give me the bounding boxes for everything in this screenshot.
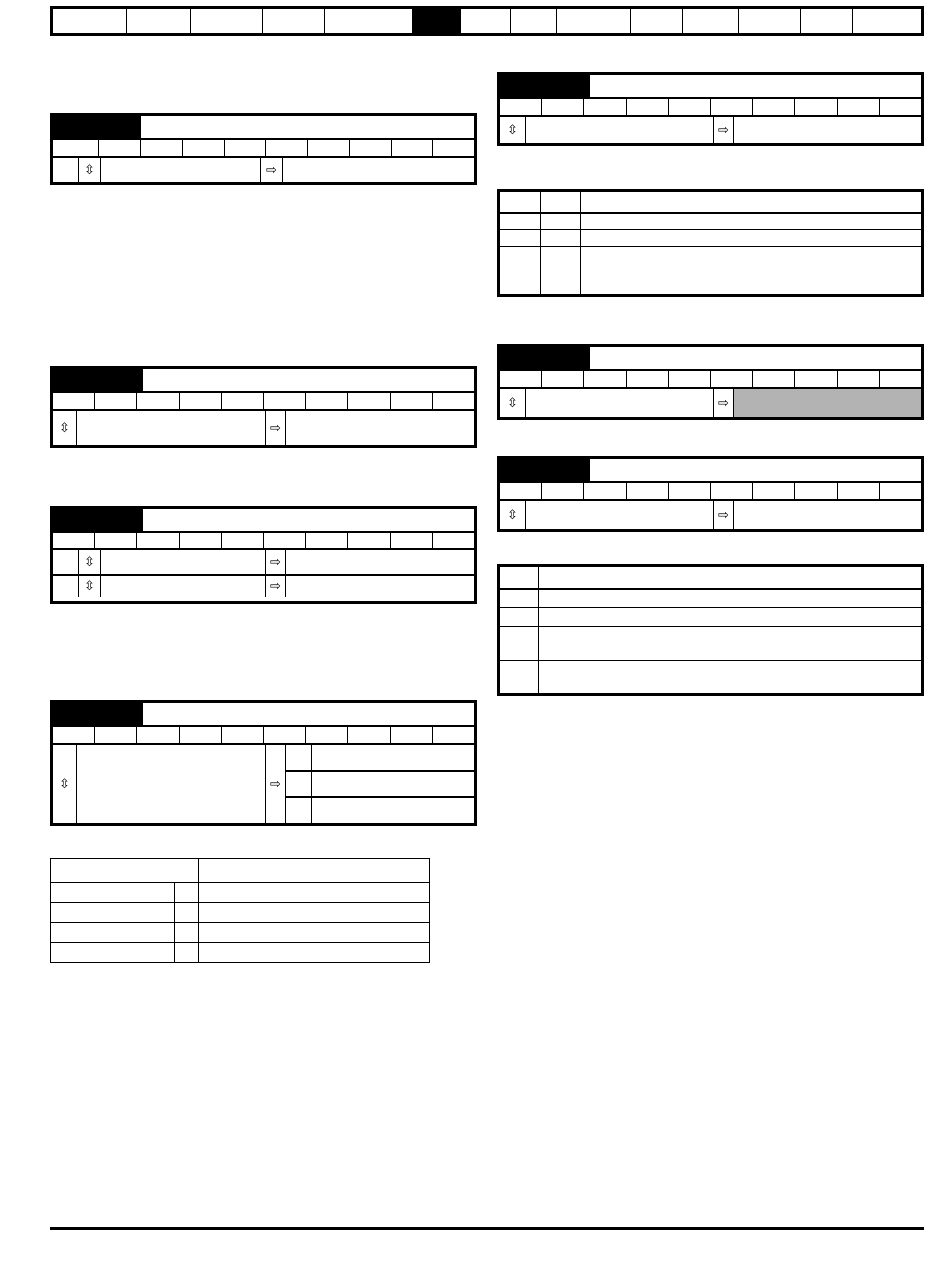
bit-column-cell	[795, 99, 837, 115]
parameter-title-header	[590, 347, 921, 369]
bit-column-cell	[711, 483, 753, 499]
up-down-arrow-icon: ⇳	[507, 507, 518, 523]
range-cell	[53, 411, 77, 445]
bit-column-cell	[669, 99, 711, 115]
bit-column-cell	[264, 533, 306, 548]
parameter-box	[497, 344, 924, 420]
table-cell	[539, 661, 923, 695]
nav-tab[interactable]	[127, 9, 191, 33]
bit-column-cell	[306, 727, 348, 743]
right-arrow-icon: ⇨	[270, 554, 281, 570]
value-table	[497, 189, 924, 297]
table-cell	[499, 608, 539, 627]
bit-column-cell	[753, 99, 795, 115]
bit-column-cell	[266, 140, 308, 156]
default-cell	[714, 389, 734, 417]
range-value	[101, 158, 261, 182]
bit-column-cell	[183, 140, 225, 156]
range-cell	[79, 576, 101, 597]
default-cell	[266, 550, 286, 574]
bit-column-cell	[348, 727, 390, 743]
range-value	[101, 550, 266, 574]
bit-column-cell	[627, 483, 669, 499]
bit-column-cell	[225, 140, 267, 156]
table-cell	[175, 943, 199, 963]
up-down-arrow-icon: ⇳	[507, 122, 518, 138]
table-cell	[51, 923, 175, 943]
table-cell	[581, 191, 923, 213]
table-cell	[499, 230, 541, 247]
bit-column-cell	[711, 371, 753, 387]
bit-column-cell	[53, 533, 95, 548]
top-navigation-tabs	[50, 6, 924, 36]
index-cell	[53, 158, 79, 182]
range-cell	[500, 501, 526, 529]
default-value	[734, 117, 921, 143]
up-down-arrow-icon: ⇳	[59, 776, 70, 792]
bit-column-cell	[53, 393, 95, 409]
table-cell	[541, 247, 581, 296]
bit-column-cell	[711, 99, 753, 115]
bit-column-cell	[95, 393, 137, 409]
bit-column-cell	[880, 483, 921, 499]
range-cell	[79, 158, 101, 182]
bit-column-cell	[500, 371, 542, 387]
bit-column-cell	[95, 533, 137, 548]
nav-tab[interactable]	[801, 9, 853, 33]
bit-column-cell	[391, 393, 433, 409]
range-cell	[500, 389, 526, 417]
table-cell	[199, 859, 430, 883]
right-arrow-icon: ⇨	[718, 395, 729, 411]
parameter-number-header	[500, 75, 590, 97]
table-cell	[499, 566, 539, 589]
default-cell	[714, 117, 734, 143]
table-cell	[499, 213, 541, 230]
range-value	[526, 117, 714, 143]
bit-column-cell	[141, 140, 183, 156]
index-cell	[53, 550, 79, 574]
bit-column-cell	[391, 533, 433, 548]
table-cell	[51, 883, 175, 903]
nav-tab[interactable]	[191, 9, 263, 33]
range-value	[526, 501, 714, 529]
table-cell	[199, 943, 430, 963]
parameter-box	[50, 113, 477, 185]
nav-tab[interactable]	[683, 9, 739, 33]
bit-column-cell	[180, 533, 222, 548]
parameter-number-header	[500, 347, 590, 369]
up-down-arrow-icon: ⇳	[84, 554, 95, 570]
default-value	[286, 576, 474, 597]
parameter-box	[497, 456, 924, 532]
up-down-arrow-icon: ⇳	[59, 420, 70, 436]
up-down-arrow-icon: ⇳	[84, 579, 95, 594]
bit-column-cell	[348, 393, 390, 409]
default-value-list	[286, 745, 474, 823]
right-arrow-icon: ⇨	[266, 162, 277, 178]
range-cell	[500, 117, 526, 143]
table-cell	[51, 859, 199, 883]
bit-column-cell	[53, 727, 95, 743]
bit-column-cell	[838, 483, 880, 499]
bit-column-cell	[584, 371, 626, 387]
bit-column-cell	[308, 140, 350, 156]
table-cell	[199, 923, 430, 943]
right-arrow-icon: ⇨	[270, 579, 281, 594]
range-value	[526, 389, 714, 417]
parameter-title-header	[143, 509, 474, 531]
bit-column-cell	[627, 371, 669, 387]
bit-column-cell	[306, 393, 348, 409]
bit-column-cell	[838, 371, 880, 387]
table-cell	[541, 191, 581, 213]
table-cell	[499, 191, 541, 213]
nav-tab[interactable]	[511, 9, 557, 33]
bit-column-cell	[584, 99, 626, 115]
parameter-box	[50, 506, 477, 604]
nav-tab[interactable]	[263, 9, 325, 33]
bit-column-cell	[433, 140, 474, 156]
table-cell	[175, 883, 199, 903]
bit-column-cell	[542, 99, 584, 115]
table-cell	[199, 903, 430, 923]
bit-column-cell	[306, 533, 348, 548]
table-cell	[51, 943, 175, 963]
table-cell	[541, 213, 581, 230]
nav-tab[interactable]	[739, 9, 801, 33]
default-value	[286, 411, 474, 445]
table-cell	[581, 247, 923, 296]
default-cell	[266, 745, 286, 823]
bit-column-cell	[880, 371, 921, 387]
bit-column-cell	[542, 483, 584, 499]
default-cell	[714, 501, 734, 529]
bit-column-cell	[880, 99, 921, 115]
footer-rule	[50, 1227, 924, 1230]
bit-column-cell	[264, 393, 306, 409]
default-value-readonly	[734, 389, 921, 417]
bit-column-cell	[222, 393, 264, 409]
table-cell	[539, 589, 923, 608]
default-cell	[266, 576, 286, 597]
bit-column-cell	[53, 140, 99, 156]
default-value	[734, 501, 921, 529]
parameter-number-header	[53, 116, 141, 138]
parameter-box	[497, 72, 924, 146]
parameter-title-header	[141, 116, 474, 138]
bit-column-cell	[392, 140, 434, 156]
default-value	[286, 550, 474, 574]
bit-column-cell	[180, 727, 222, 743]
range-cell	[53, 745, 77, 823]
range-value	[101, 576, 266, 597]
parameter-title-header	[590, 75, 921, 97]
right-arrow-icon: ⇨	[718, 122, 729, 138]
bit-column-cell	[753, 483, 795, 499]
range-cell	[79, 550, 101, 574]
bit-column-cell	[350, 140, 392, 156]
table-cell	[539, 627, 923, 661]
table-cell	[539, 566, 923, 589]
bit-column-cell	[795, 371, 837, 387]
parameter-number-header	[500, 459, 590, 481]
table-cell	[51, 903, 175, 923]
parameter-box	[50, 366, 477, 448]
parameter-box	[50, 700, 477, 826]
default-value	[283, 158, 474, 182]
bit-column-cell	[99, 140, 141, 156]
bit-column-cell	[500, 483, 542, 499]
table-cell	[581, 230, 923, 247]
bit-column-cell	[348, 533, 390, 548]
bit-column-cell	[795, 483, 837, 499]
bit-column-cell	[222, 533, 264, 548]
parameter-title-header	[143, 703, 474, 725]
parameter-number-header	[53, 703, 143, 725]
nav-tab[interactable]	[853, 9, 921, 33]
parameter-number-header	[53, 369, 143, 391]
default-cell	[261, 158, 283, 182]
value-table	[50, 858, 430, 963]
range-value	[77, 745, 266, 823]
bit-column-cell	[669, 483, 711, 499]
table-cell	[541, 230, 581, 247]
table-cell	[499, 661, 539, 695]
bit-column-cell	[838, 99, 880, 115]
parameter-number-header	[53, 509, 143, 531]
nav-tab[interactable]	[631, 9, 683, 33]
bit-column-cell	[500, 99, 542, 115]
bit-column-cell	[627, 99, 669, 115]
table-cell	[199, 883, 430, 903]
parameter-title-header	[143, 369, 474, 391]
bit-column-cell	[137, 727, 179, 743]
bit-column-cell	[584, 483, 626, 499]
bit-column-cell	[433, 393, 474, 409]
up-down-arrow-icon: ⇳	[84, 162, 95, 178]
table-cell	[175, 903, 199, 923]
table-cell	[539, 608, 923, 627]
bit-column-cell	[542, 371, 584, 387]
bit-column-cell	[95, 727, 137, 743]
bit-column-cell	[222, 727, 264, 743]
range-value	[77, 411, 266, 445]
up-down-arrow-icon: ⇳	[507, 395, 518, 411]
right-arrow-icon: ⇨	[718, 507, 729, 523]
nav-tab[interactable]	[325, 9, 413, 33]
bit-column-cell	[137, 533, 179, 548]
table-cell	[175, 923, 199, 943]
right-arrow-icon: ⇨	[270, 776, 281, 792]
nav-tab[interactable]	[557, 9, 631, 33]
default-cell	[266, 411, 286, 445]
nav-tab[interactable]	[461, 9, 511, 33]
value-table	[497, 564, 924, 696]
bit-column-cell	[391, 727, 433, 743]
bit-column-cell	[753, 371, 795, 387]
nav-tab-active[interactable]	[413, 9, 461, 33]
table-cell	[499, 247, 541, 296]
bit-column-cell	[264, 727, 306, 743]
table-cell	[581, 213, 923, 230]
right-arrow-icon: ⇨	[270, 420, 281, 436]
bit-column-cell	[669, 371, 711, 387]
bit-column-cell	[433, 533, 474, 548]
index-cell	[53, 576, 79, 597]
table-cell	[499, 589, 539, 608]
bit-column-cell	[137, 393, 179, 409]
nav-tab[interactable]	[53, 9, 127, 33]
bit-column-cell	[180, 393, 222, 409]
table-cell	[499, 627, 539, 661]
bit-column-cell	[433, 727, 474, 743]
parameter-title-header	[590, 459, 921, 481]
